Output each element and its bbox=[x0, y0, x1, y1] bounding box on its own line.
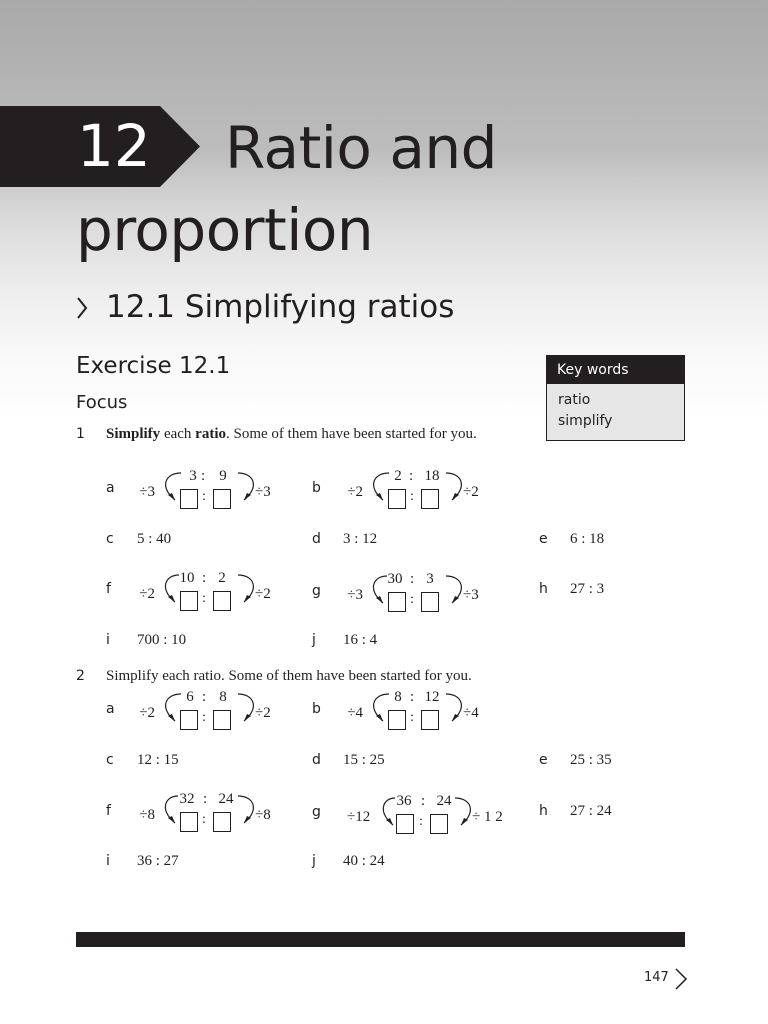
q1a-label: a bbox=[106, 480, 115, 496]
exercise-title: Exercise 12.1 bbox=[76, 353, 231, 379]
q1f-colon: : bbox=[202, 570, 207, 586]
q2f-right-term: 24 bbox=[218, 791, 234, 807]
key-word-simplify: simplify bbox=[558, 413, 613, 429]
q1b-op-left: ÷2 bbox=[347, 484, 363, 500]
q2g-op-right: ÷ 1 2 bbox=[472, 809, 503, 825]
q2i-ratio: 36 : 27 bbox=[137, 853, 179, 869]
q1a-answer-colon: : bbox=[202, 489, 206, 504]
q1b-label: b bbox=[312, 480, 321, 496]
q1g-label: g bbox=[312, 583, 321, 599]
q2g-right-term: 24 bbox=[436, 793, 452, 809]
q2b-colon: : bbox=[410, 689, 415, 705]
q2b-op-right: ÷4 bbox=[463, 705, 479, 721]
q2b-answer-box-left[interactable] bbox=[388, 710, 406, 730]
q2f-ratio-diagram bbox=[135, 793, 305, 841]
q2g-label: g bbox=[312, 804, 321, 820]
q1f-answer-box-right[interactable] bbox=[213, 591, 231, 611]
q1f-answer-colon: : bbox=[202, 591, 206, 606]
q1f-ratio-diagram bbox=[135, 572, 305, 620]
q2b-left-term: 8 bbox=[394, 689, 402, 705]
q2f-op-left: ÷8 bbox=[139, 807, 155, 823]
q2a-answer-box-right[interactable] bbox=[213, 710, 231, 730]
chapter-title-line1: Ratio and bbox=[225, 114, 497, 182]
q2b-answer-box-right[interactable] bbox=[421, 710, 439, 730]
q2a-op-left: ÷2 bbox=[139, 705, 155, 721]
q1f-op-right: ÷2 bbox=[255, 586, 271, 602]
q2f-label: f bbox=[106, 803, 111, 819]
q2c-ratio: 12 : 15 bbox=[137, 752, 179, 768]
q2h-ratio: 27 : 24 bbox=[570, 803, 612, 819]
q1b-answer-box-left[interactable] bbox=[388, 489, 406, 509]
q1f-label: f bbox=[106, 581, 111, 597]
q2e-label: e bbox=[539, 752, 548, 768]
question-2-instruction: Simplify each ratio. Some of them have been started for you. bbox=[106, 668, 472, 684]
q1-text-end: . Some of them have been started for you. bbox=[226, 426, 477, 442]
q1g-left-term: 30 bbox=[387, 571, 403, 587]
key-words-box bbox=[546, 355, 685, 441]
q2g-answer-box-right[interactable] bbox=[430, 814, 448, 834]
q1a-ratio-diagram bbox=[135, 470, 305, 518]
key-word-ratio: ratio bbox=[558, 392, 591, 408]
q2g-op-left: ÷12 bbox=[347, 809, 371, 825]
q1g-right-term: 3 bbox=[426, 571, 434, 587]
q2f-op-right: ÷8 bbox=[255, 807, 271, 823]
q2f-answer-colon: : bbox=[202, 812, 206, 827]
q1b-left-term: 2 bbox=[394, 468, 402, 484]
q2b-ratio-diagram bbox=[343, 691, 513, 739]
q2b-label: b bbox=[312, 701, 321, 717]
q1e-ratio: 6 : 18 bbox=[570, 531, 605, 547]
q1f-right-term: 2 bbox=[218, 570, 226, 586]
q1b-answer-colon: : bbox=[410, 489, 414, 504]
q2a-answer-colon: : bbox=[202, 710, 206, 725]
page-number: 147 bbox=[644, 970, 669, 985]
q1b-answer-box-right[interactable] bbox=[421, 489, 439, 509]
q1a-right-term: 9 bbox=[219, 468, 227, 484]
q2f-colon: : bbox=[203, 791, 208, 807]
q1a-answer-box-right[interactable] bbox=[213, 489, 231, 509]
q1f-op-left: ÷2 bbox=[139, 586, 155, 602]
q1a-answer-box-left[interactable] bbox=[180, 489, 198, 509]
q2i-label: i bbox=[106, 853, 110, 869]
q1-bold-ratio: ratio bbox=[195, 426, 226, 442]
q1h-label: h bbox=[539, 581, 548, 597]
q1f-answer-box-left[interactable] bbox=[180, 591, 198, 611]
q1j-label: j bbox=[312, 632, 316, 648]
q1g-op-right: ÷3 bbox=[463, 587, 479, 603]
q2f-answer-box-right[interactable] bbox=[213, 812, 231, 832]
q1b-colon: : bbox=[409, 468, 414, 484]
q2g-ratio-diagram bbox=[347, 795, 517, 843]
q2a-right-term: 8 bbox=[219, 689, 227, 705]
footer-rule bbox=[76, 932, 685, 947]
q1a-op-right: ÷3 bbox=[255, 484, 271, 500]
question-2-number: 2 bbox=[76, 668, 85, 684]
q1g-colon: : bbox=[410, 571, 415, 587]
q2b-right-term: 12 bbox=[424, 689, 440, 705]
focus-heading: Focus bbox=[76, 392, 128, 413]
q2e-ratio: 25 : 35 bbox=[570, 752, 612, 768]
next-page-chevron-icon bbox=[674, 967, 688, 991]
key-words-heading: Key words bbox=[547, 356, 684, 384]
q2g-answer-box-left[interactable] bbox=[396, 814, 414, 834]
q2b-op-left: ÷4 bbox=[347, 705, 363, 721]
question-1-instruction bbox=[106, 424, 477, 444]
q1g-answer-box-left[interactable] bbox=[388, 592, 406, 612]
q1g-answer-colon: : bbox=[410, 592, 414, 607]
q1a-colon: : bbox=[201, 468, 206, 484]
q2g-colon: : bbox=[421, 793, 426, 809]
q2a-label: a bbox=[106, 701, 115, 717]
section-title: 12.1 Simplifying ratios bbox=[106, 289, 455, 325]
q1-text-mid: each bbox=[160, 426, 196, 442]
q2d-ratio: 15 : 25 bbox=[343, 752, 385, 768]
q1a-left-term: 3 bbox=[189, 468, 197, 484]
q1e-label: e bbox=[539, 531, 548, 547]
q2h-label: h bbox=[539, 803, 548, 819]
q2a-ratio-diagram bbox=[135, 691, 305, 739]
q2a-answer-box-left[interactable] bbox=[180, 710, 198, 730]
q2j-ratio: 40 : 24 bbox=[343, 853, 385, 869]
q1g-op-left: ÷3 bbox=[347, 587, 363, 603]
q2b-answer-colon: : bbox=[410, 710, 414, 725]
q1b-right-term: 18 bbox=[424, 468, 440, 484]
q2c-label: c bbox=[106, 752, 114, 768]
q1b-op-right: ÷2 bbox=[463, 484, 479, 500]
q1b-ratio-diagram bbox=[343, 470, 513, 518]
q2j-label: j bbox=[312, 853, 316, 869]
q2a-left-term: 6 bbox=[186, 689, 194, 705]
q1d-label: d bbox=[312, 531, 321, 547]
q1i-ratio: 700 : 10 bbox=[137, 632, 187, 648]
q2g-answer-colon: : bbox=[419, 814, 423, 829]
q1-bold-simplify: Simplify bbox=[106, 426, 161, 442]
chapter-title-line2: proportion bbox=[76, 196, 374, 264]
q1g-ratio-diagram bbox=[343, 573, 513, 621]
q2g-left-term: 36 bbox=[396, 793, 412, 809]
q1f-left-term: 10 bbox=[179, 570, 195, 586]
q2f-left-term: 32 bbox=[179, 791, 195, 807]
q2a-op-right: ÷2 bbox=[255, 705, 271, 721]
q1d-ratio: 3 : 12 bbox=[343, 531, 378, 547]
chapter-number: 12 bbox=[77, 112, 151, 180]
q1a-op-left: ÷3 bbox=[139, 484, 155, 500]
q2a-colon: : bbox=[202, 689, 207, 705]
q1h-ratio: 27 : 3 bbox=[570, 581, 605, 597]
q1g-answer-box-right[interactable] bbox=[421, 592, 439, 612]
q2f-answer-box-left[interactable] bbox=[180, 812, 198, 832]
q1c-label: c bbox=[106, 531, 114, 547]
q1j-ratio: 16 : 4 bbox=[343, 632, 378, 648]
q1i-label: i bbox=[106, 632, 110, 648]
q2d-label: d bbox=[312, 752, 321, 768]
question-1-number: 1 bbox=[76, 426, 85, 442]
q1c-ratio: 5 : 40 bbox=[137, 531, 172, 547]
chevron-right-icon bbox=[76, 296, 88, 320]
